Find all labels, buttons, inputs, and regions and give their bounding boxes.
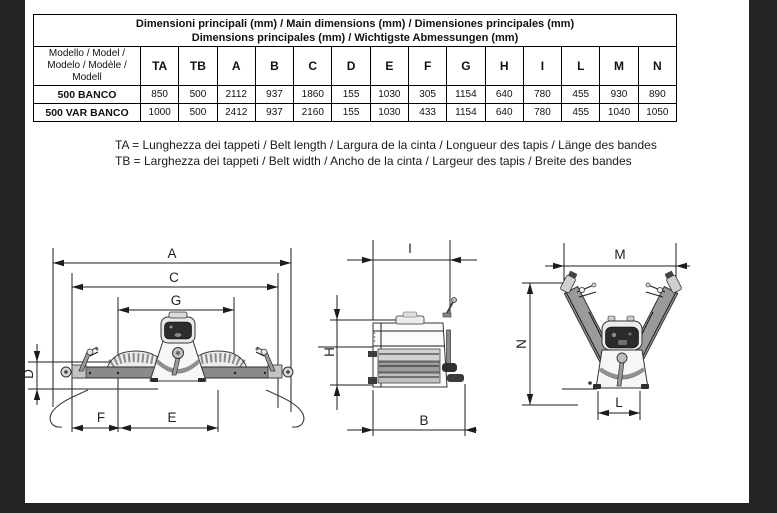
dim-label-F: F — [96, 410, 106, 425]
dim-label-N: N — [514, 339, 529, 349]
dimension-value: 640 — [485, 104, 523, 122]
sheeter-folded-machine — [560, 270, 682, 389]
column-header-D: D — [332, 47, 370, 86]
model-header-line: Modelo / Modèle / — [47, 60, 127, 71]
dim-label-M: M — [614, 247, 626, 262]
dimension-value: 433 — [408, 104, 446, 122]
dimension-value: 2112 — [217, 86, 255, 104]
dim-label-L: L — [615, 395, 623, 410]
arrowhead — [118, 307, 129, 313]
arrowhead — [72, 284, 83, 290]
arrowhead — [207, 425, 218, 431]
dimension-value: 2160 — [294, 104, 332, 122]
column-header-L: L — [562, 47, 600, 86]
arrowhead — [34, 351, 40, 362]
column-header-H: H — [485, 47, 523, 86]
front-view-drawing — [21, 246, 304, 432]
dim-label-E: E — [167, 410, 177, 425]
dim-label-H: H — [322, 347, 337, 357]
dim-label-C: C — [169, 270, 179, 285]
arrowhead — [362, 257, 373, 263]
arrowhead — [53, 260, 64, 266]
folded-view-drawing — [514, 243, 690, 420]
arrowhead — [553, 263, 564, 269]
column-header-TB: TB — [179, 47, 217, 86]
dimension-value: 1154 — [447, 104, 485, 122]
legend-line-tb: TB = Larghezza dei tappeti / Belt width / Ancho de la cinta / Largeur des tapis / Breite des bandes — [115, 153, 632, 168]
arrowhead — [334, 385, 340, 396]
dimension-value: 500 — [179, 86, 217, 104]
arrowhead — [676, 263, 687, 269]
model-header-line: Modell — [72, 72, 102, 83]
dimension-value: 1030 — [370, 86, 408, 104]
sheeter-front-machine — [50, 312, 304, 427]
model-header-line: Modello / Model / — [48, 48, 126, 59]
legend-line-ta: TA = Lunghezza dei tappeti / Belt length / Largura de la cinta / Longueur des tapis / Länge des bandes — [115, 138, 657, 152]
dimension-value: 1040 — [600, 104, 638, 122]
dimension-value: 890 — [638, 86, 676, 104]
dimension-value: 305 — [408, 86, 446, 104]
dimension-value: 155 — [332, 104, 370, 122]
column-header-B: B — [255, 47, 293, 86]
dimension-value: 500 — [179, 104, 217, 122]
arrowhead — [629, 410, 640, 416]
arrowhead — [598, 410, 609, 416]
dimension-value: 2412 — [217, 104, 255, 122]
front-view-dimension-lines — [28, 248, 291, 432]
arrowhead — [527, 283, 533, 294]
dim-label-A: A — [167, 246, 177, 261]
arrowhead — [120, 425, 131, 431]
model-name: 500 VAR BANCO — [34, 104, 141, 122]
dimension-value: 455 — [562, 104, 600, 122]
arrowhead — [362, 427, 373, 433]
dimension-value: 1154 — [447, 86, 485, 104]
column-header-I: I — [523, 47, 561, 86]
dim-label-D: D — [21, 369, 36, 379]
table-title-line1: Dimensioni principali (mm) / Main dimensions (mm) / Dimensiones principales (mm) — [135, 17, 575, 30]
dim-label-B: B — [419, 413, 429, 428]
dimension-value: 930 — [600, 86, 638, 104]
dimension-value: 155 — [332, 86, 370, 104]
arrowhead — [280, 260, 291, 266]
table-title-line2: Dimensions principales (mm) / Wichtigste Abmessungen (mm) — [191, 31, 519, 44]
arrowhead — [72, 425, 83, 431]
side-view-drawing — [318, 240, 477, 436]
arrowhead — [34, 389, 40, 400]
dim-label-G: G — [170, 293, 182, 308]
arrowhead — [465, 427, 476, 433]
arrowhead — [450, 257, 461, 263]
model-name: 500 BANCO — [34, 86, 141, 104]
column-header-M: M — [600, 47, 638, 86]
column-header-A: A — [217, 47, 255, 86]
column-header-C: C — [294, 47, 332, 86]
column-header-TA: TA — [141, 47, 179, 86]
dimension-arrowheads — [34, 257, 687, 433]
dimension-value: 850 — [141, 86, 179, 104]
dimension-value: 640 — [485, 86, 523, 104]
arrowhead — [334, 309, 340, 320]
dimension-value: 1030 — [370, 104, 408, 122]
dimension-value: 937 — [255, 86, 293, 104]
arrowhead — [267, 284, 278, 290]
dimension-value: 780 — [523, 86, 561, 104]
column-header-E: E — [370, 47, 408, 86]
column-header-F: F — [408, 47, 446, 86]
dimension-value: 937 — [255, 104, 293, 122]
dim-label-I: I — [408, 241, 412, 256]
column-header-G: G — [447, 47, 485, 86]
arrowhead — [223, 307, 234, 313]
column-header-N: N — [638, 47, 676, 86]
dimension-value: 780 — [523, 104, 561, 122]
dimension-value: 1050 — [638, 104, 676, 122]
dimension-value: 455 — [562, 86, 600, 104]
dimension-value: 1000 — [141, 104, 179, 122]
dimension-value: 1860 — [294, 86, 332, 104]
arrowhead — [527, 394, 533, 405]
